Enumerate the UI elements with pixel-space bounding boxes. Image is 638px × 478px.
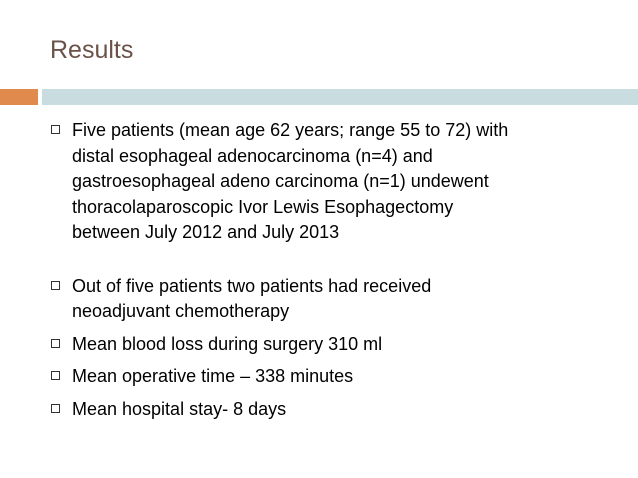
square-bullet-icon <box>51 339 60 348</box>
bullet-text-line: Out of five patients two patients had received <box>72 275 432 296</box>
bullet-list <box>48 118 608 422</box>
square-bullet-icon <box>51 281 60 290</box>
slide-title: Results <box>50 36 134 64</box>
bullet-item <box>48 397 608 423</box>
bullet-text-line: between July 2012 and July 2013 <box>72 222 340 242</box>
bullet-text-line: Mean blood loss during surgery 310 ml <box>72 333 383 354</box>
bullet-item <box>48 332 608 358</box>
square-bullet-icon <box>51 125 60 134</box>
square-bullet-icon <box>51 371 60 380</box>
bullet-text-line: neoadjuvant chemotherapy <box>72 301 290 321</box>
bullet-item <box>48 118 608 246</box>
title-accent-bar <box>0 89 38 105</box>
title-divider-bar <box>42 89 638 105</box>
bullet-text-line: gastroesophageal adeno carcinoma (n=1) undewent <box>72 171 489 191</box>
square-bullet-icon <box>51 404 60 413</box>
bullet-item <box>48 364 608 390</box>
bullet-text-line: Five patients (mean age 62 years; range 55 to 72) with <box>72 120 509 140</box>
bullet-text-line: thoracolaparoscopic Ivor Lewis Esophagectomy <box>72 196 454 217</box>
bullet-text-line: distal esophageal adenocarcinoma (n=4) and <box>72 145 433 166</box>
bullet-item <box>48 274 608 325</box>
bullet-text-line: Mean hospital stay- 8 days <box>72 398 287 419</box>
bullet-text-line: Mean operative time – 338 minutes <box>72 366 354 386</box>
